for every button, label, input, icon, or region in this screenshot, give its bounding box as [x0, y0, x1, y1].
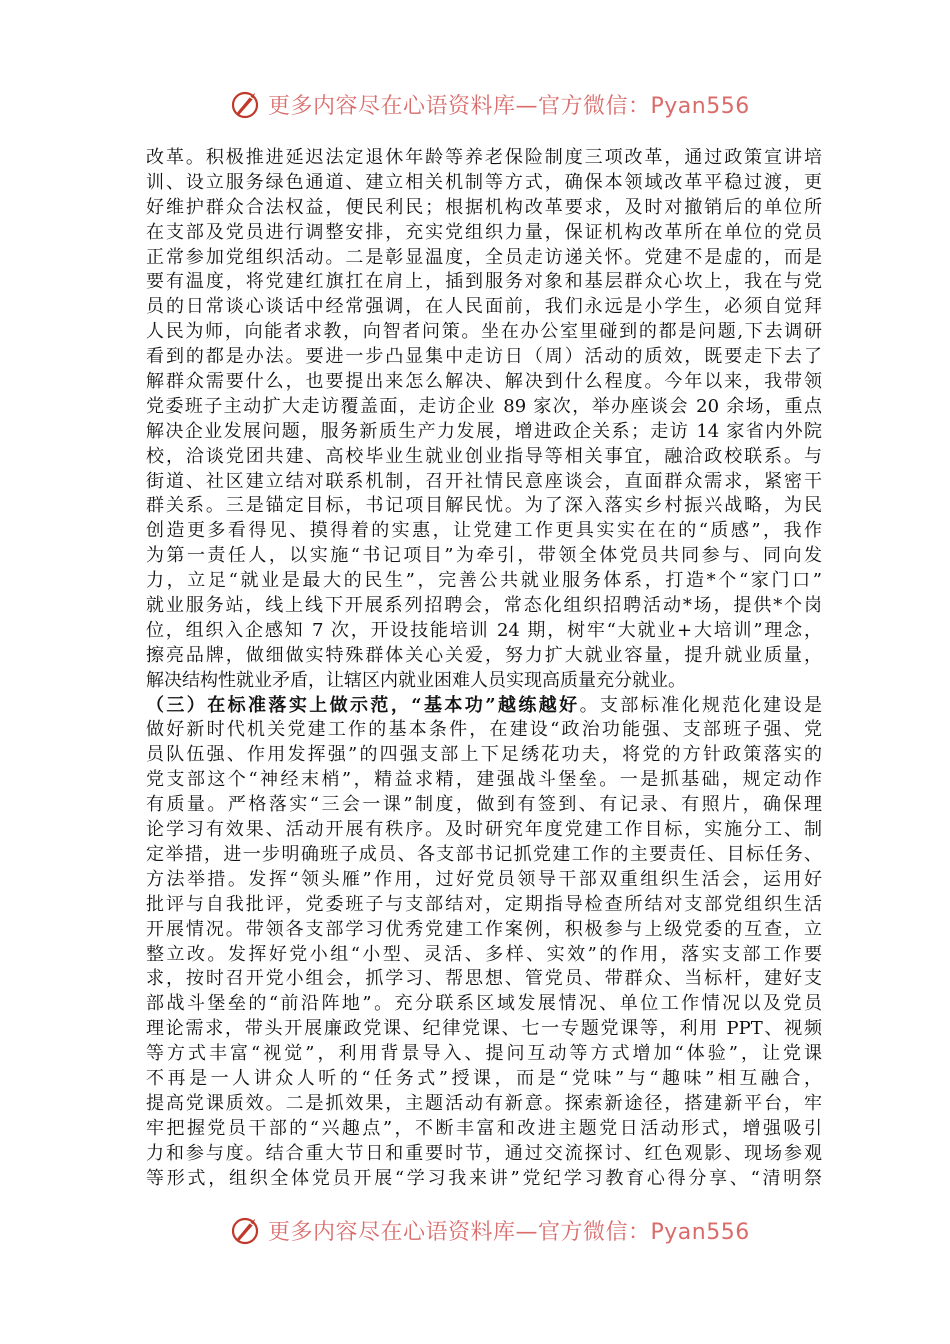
line-text: 等形式，组织全体党员开展“学习我来讲”党纪学习教育心得分享、“清明祭 [146, 1167, 822, 1189]
text-line [146, 743, 822, 768]
line-text: 改革。积极推进延迟法定退休年龄等养老保险制度三项改革，通过政策宣讲培 [146, 147, 822, 168]
line-text: 部战斗堡垒的“前沿阵地”。充分联系区域发展情况、单位工作情况以及党员 [146, 993, 822, 1015]
text-line [146, 992, 822, 1017]
watermark-footer [230, 1212, 750, 1248]
text-line [146, 843, 822, 868]
section-heading: （三）在标准落实上做示范，“基本功”越练越好 [146, 694, 580, 716]
text-line [146, 420, 822, 445]
text-line [146, 918, 822, 943]
line-text: 解决结构性就业矛盾，让辖区内就业困难人员实现高质量充分就业。 [146, 669, 686, 691]
text-line [146, 270, 822, 295]
line-text: 正常参加党组织活动。二是彰显温度，全员走访递关怀。党建不是虚的，而是 [146, 246, 822, 268]
line-text: 擦亮品牌，做细做实特殊群体关心关爱，努力扩大就业容量，提升就业质量， [146, 644, 822, 666]
line-text: 理论需求，带头开展廉政党课、纪律党课、七一专题党课等，利用 PPT、视频 [146, 1018, 822, 1040]
line-text: 整立改。发挥好党小组“小型、灵活、多样、实效”的作用，落实支部工作要 [146, 943, 822, 965]
text-line [146, 295, 822, 320]
text-line [146, 868, 822, 893]
line-text: 创造更多看得见、摸得着的实惠，让党建工作更具实实在在的“质感”，我作 [146, 520, 822, 542]
text-line [146, 1092, 822, 1117]
text-line [146, 768, 822, 793]
line-text: 做好新时代机关党建工作的基本条件，在建设“政治功能强、支部班子强、党 [146, 719, 822, 741]
line-text: 在支部及党员进行调整安排，充实党组织力量，保证机构改革所在单位的党员 [146, 221, 822, 243]
line-text: 开展情况。带领各支部学习优秀党建工作案例，积极参与上级党委的互查，立 [146, 918, 822, 940]
line-text: 不再是一人讲众人听的“任务式”授课，而是“党味”与“趣味”相互融合， [146, 1067, 822, 1089]
line-text: 要有温度，将党建红旗扛在肩上，插到服务对象和基层群众心坎上，我在与党 [146, 271, 822, 293]
text-line [146, 943, 822, 968]
line-text: 批评与自我批评，党委班子与支部结对，定期指导检查所结对支部党组织生活 [146, 893, 822, 915]
line-text: 方法举措。发挥“领头雁”作用，过好党员领导干部双重组织生活会，运用好 [146, 868, 822, 890]
text-line [146, 793, 822, 818]
watermark-text: 更多内容尽在心语资料库—官方微信：Pyan556 [268, 1219, 750, 1245]
line-text: 员队伍强、作用发挥强”的四强支部上下足绣花功夫，将党的方针政策落实的 [146, 744, 822, 766]
line-text: 提高党课质效。二是抓效果，主题活动有新意。探索新途径，搭建新平台，牢 [146, 1092, 822, 1114]
line-text: 论学习有效果、活动开展有秩序。及时研究年度党建工作目标，实施分工、制 [146, 819, 822, 841]
line-text: 就业服务站，线上线下开展系列招聘会，常态化组织招聘活动*场，提供*个岗 [146, 595, 822, 617]
text-line [146, 644, 822, 669]
text-line [146, 718, 822, 743]
line-text: 位，组织入企感知 7 次，开设技能培训 24 期，树牢“大就业+大培训”理念， [146, 619, 822, 641]
line-text: 牢把握党员干部的“兴趣点”，不断丰富和改进主题党日活动形式，增强吸引 [146, 1117, 822, 1139]
text-line [146, 519, 822, 544]
watermark-text: 更多内容尽在心语资料库—官方微信：Pyan556 [268, 93, 750, 119]
pen-logo-icon [230, 1214, 262, 1246]
line-text: 等方式丰富“视觉”，利用背景导入、提问互动等方式增加“体验”，让党课 [146, 1043, 822, 1065]
text-line [146, 246, 822, 271]
line-text: 好维护群众合法权益，便民利民；根据机构改革要求，及时对撤销后的单位所 [146, 196, 822, 218]
line-text: 校，洽谈党团共建、高校毕业生就业创业指导等相关事宜，融洽政校联系。与 [146, 445, 822, 467]
line-text: 解决企业发展问题，服务新质生产力发展，增进政企关系；走访 14 家省内外院 [146, 420, 822, 442]
text-line [146, 1042, 822, 1067]
line-text: 看到的都是办法。要进一步凸显集中走访日（周）活动的质效，既要走下去了 [146, 346, 822, 368]
line-text: 为第一责任人，以实施“书记项目”为牵引，带领全体党员共同参与、同向发 [146, 545, 822, 567]
text-line [146, 171, 822, 196]
line-text: 训、设立服务绿色通道、建立相关机制等方式，确保本领域改革平稳过渡，更 [146, 171, 822, 193]
text-line [146, 494, 822, 519]
text-line [146, 818, 822, 843]
text-line [146, 221, 822, 246]
line-text: 街道、社区建立结对联系机制，召开社情民意座谈会，直面群众需求，紧密干 [146, 470, 822, 492]
text-line [146, 1142, 822, 1167]
document-body [146, 146, 822, 1191]
text-line [146, 395, 822, 420]
text-line [146, 619, 822, 644]
line-text: 力和参与度。结合重大节日和重要时节，通过交流探讨、红色观影、现场参观 [146, 1142, 822, 1164]
line-text: 定举措，进一步明确班子成员、各支部书记抓党建工作的主要责任、目标任务、 [146, 843, 822, 865]
pen-logo-icon [230, 88, 262, 120]
text-line [146, 694, 822, 719]
watermark-header [230, 86, 750, 122]
line-text: 群关系。三是锚定目标，书记项目解民忧。为了深入落实乡村振兴战略，为民 [146, 495, 822, 517]
line-text: 人民为师，向能者求教，向智者问策。坐在办公室里碰到的都是问题,下去调研 [146, 321, 822, 343]
text-line [146, 967, 822, 992]
line-text: 力，立足“就业是最大的民生”，完善公共就业服务体系，打造*个“家门口” [146, 570, 822, 592]
text-line [146, 1017, 822, 1042]
text-line [146, 1067, 822, 1092]
line-text: 员的日常谈心谈话中经常强调，在人民面前，我们永远是小学生，必须自觉拜 [146, 296, 822, 318]
text-line [146, 893, 822, 918]
text-line [146, 445, 822, 470]
line-text: 党支部这个“神经末梢”，精益求精，建强战斗堡垒。一是抓基础，规定动作 [146, 769, 822, 791]
text-line [146, 320, 822, 345]
text-line [146, 669, 822, 694]
text-line [146, 1167, 822, 1192]
text-line [146, 345, 822, 370]
text-line [146, 146, 822, 171]
line-text: 。支部标准化规范化建设是 [579, 694, 822, 716]
text-line [146, 1117, 822, 1142]
line-text: 求，按时召开党小组会，抓学习、帮思想、管党员、带群众、当标杆，建好支 [146, 968, 822, 990]
text-line [146, 370, 822, 395]
text-line [146, 544, 822, 569]
text-line [146, 196, 822, 221]
line-text: 党委班子主动扩大走访覆盖面，走访企业 89 家次，举办座谈会 20 余场，重点 [146, 395, 822, 417]
text-line [146, 594, 822, 619]
line-text: 解群众需要什么，也要提出来怎么解决、解决到什么程度。今年以来，我带领 [146, 371, 822, 393]
line-text: 有质量。严格落实“三会一课”制度，做到有签到、有记录、有照片，确保理 [146, 794, 822, 816]
text-line [146, 470, 822, 495]
text-line [146, 569, 822, 594]
